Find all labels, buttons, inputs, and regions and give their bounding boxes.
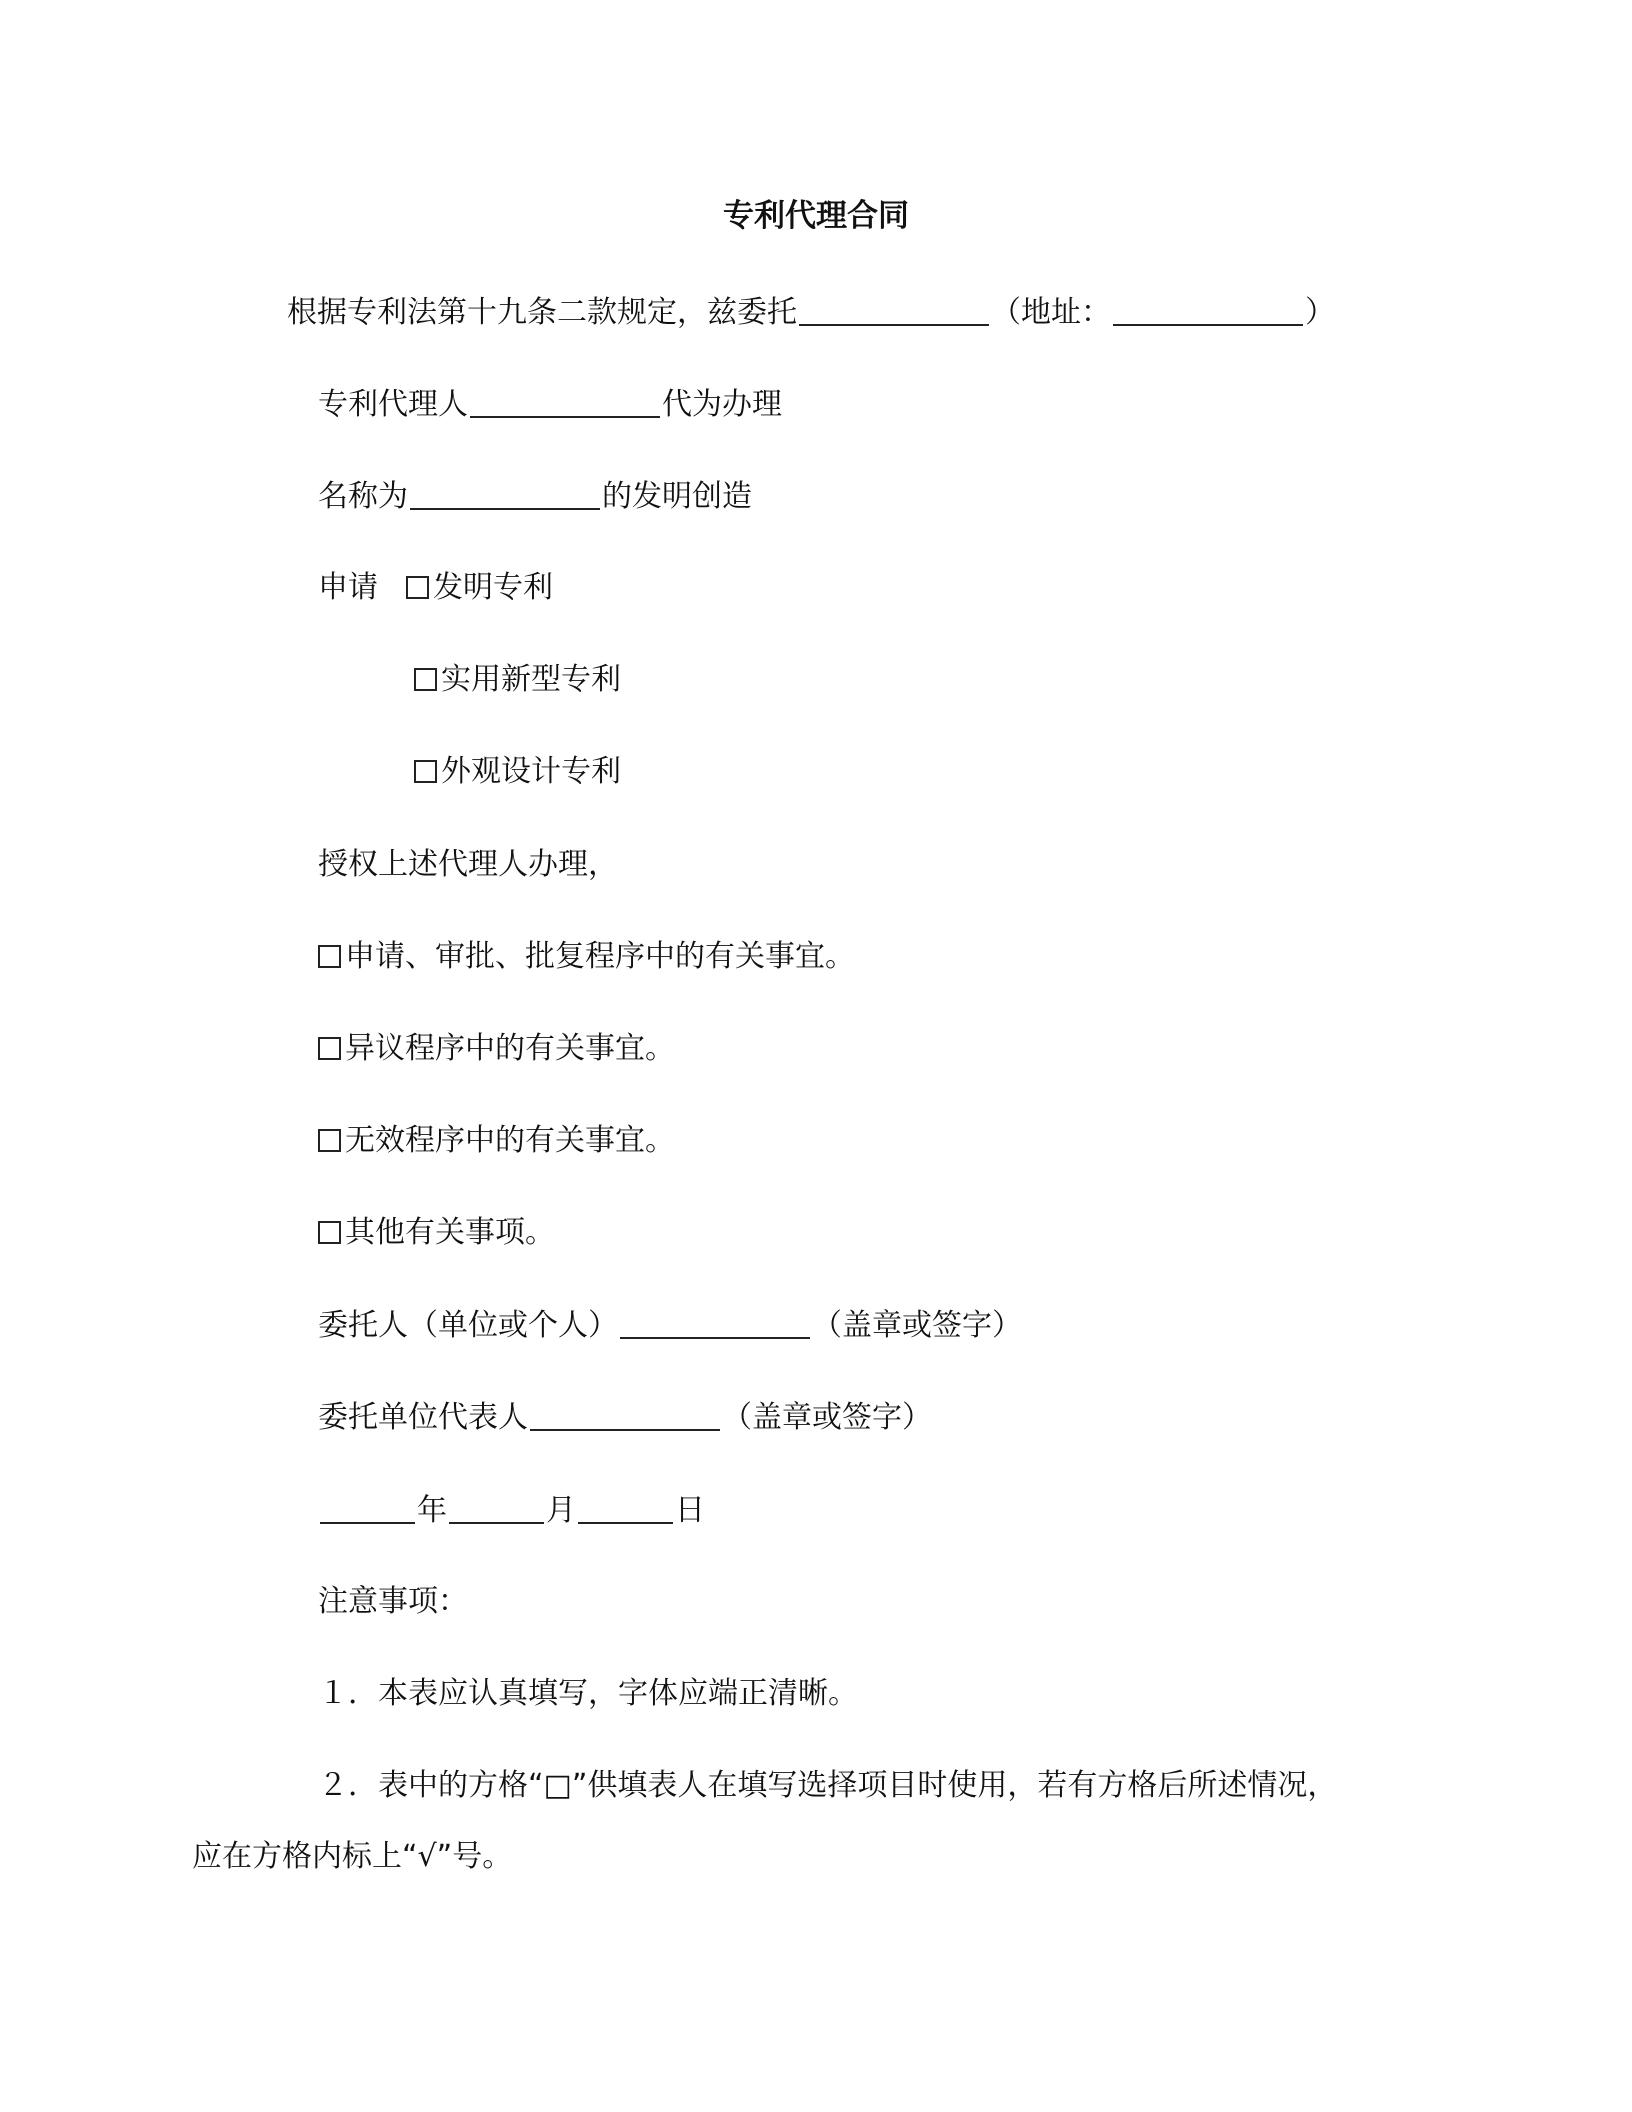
date-line — [318, 1490, 705, 1531]
checkbox-opposition-matters[interactable] — [318, 1037, 341, 1060]
representative-suffix: （盖章或签字） — [722, 1400, 932, 1435]
option-utility-model: 实用新型专利 — [441, 662, 621, 697]
intro-text: 根据专利法第十九条二款规定，兹委托 — [287, 295, 797, 330]
representative-blank[interactable] — [530, 1397, 720, 1431]
name-suffix: 的发明创造 — [602, 479, 752, 514]
matter-invalidation: 无效程序中的有关事宜。 — [345, 1123, 675, 1158]
client-line — [318, 1305, 1022, 1346]
agent-line — [318, 384, 782, 425]
client-suffix: （盖章或签字） — [812, 1308, 1022, 1343]
checkbox-other-matters[interactable] — [318, 1221, 341, 1244]
checkbox-utility-model[interactable] — [414, 668, 437, 691]
matter-line — [318, 1213, 555, 1253]
intro-line — [287, 292, 1335, 333]
day-blank[interactable] — [578, 1490, 673, 1524]
notes-heading: 注意事项： — [318, 1584, 468, 1619]
option-design-patent: 外观设计专利 — [441, 754, 621, 789]
year-blank[interactable] — [320, 1490, 415, 1524]
note-item-1: １．本表应认真填写，字体应端正清晰。 — [318, 1676, 858, 1711]
matter-opposition: 异议程序中的有关事宜。 — [345, 1031, 675, 1066]
matter-line — [318, 937, 855, 977]
name-line — [318, 476, 752, 517]
note-item-2-continued: 应在方格内标上“√”号。 — [192, 1839, 513, 1874]
matter-line — [318, 1029, 675, 1069]
entrusted-party-blank[interactable] — [799, 292, 989, 326]
matter-other: 其他有关事项。 — [345, 1215, 555, 1250]
representative-prefix: 委托单位代表人 — [318, 1400, 528, 1435]
year-label: 年 — [417, 1493, 447, 1528]
option-invention-patent: 发明专利 — [433, 570, 553, 605]
invention-name-blank[interactable] — [410, 476, 600, 510]
day-label: 日 — [675, 1493, 705, 1528]
address-close-text: ） — [1305, 295, 1335, 330]
apply-line — [318, 568, 553, 608]
authorize-line: 授权上述代理人办理， — [318, 847, 618, 882]
representative-line — [318, 1397, 932, 1438]
document-title: 专利代理合同 — [723, 198, 909, 234]
name-prefix: 名称为 — [318, 479, 408, 514]
checkbox-application-matters[interactable] — [318, 945, 341, 968]
apply-label: 申请 — [318, 570, 378, 605]
agent-suffix: 代为办理 — [662, 387, 782, 422]
month-label: 月 — [546, 1493, 576, 1528]
note-item-2: ２．表中的方格“□”供填表人在填写选择项目时使用，若有方格后所述情况， — [318, 1768, 1338, 1803]
client-prefix: 委托人（单位或个人） — [318, 1308, 618, 1343]
design-patent-line — [414, 752, 621, 792]
agent-blank[interactable] — [470, 384, 660, 418]
matter-line — [318, 1121, 675, 1161]
address-blank[interactable] — [1113, 292, 1303, 326]
address-open-text: （地址： — [991, 295, 1111, 330]
month-blank[interactable] — [449, 1490, 544, 1524]
checkbox-invalidation-matters[interactable] — [318, 1129, 341, 1152]
agent-prefix: 专利代理人 — [318, 387, 468, 422]
checkbox-design-patent[interactable] — [414, 760, 437, 783]
utility-model-line — [414, 660, 621, 700]
checkbox-invention-patent[interactable] — [406, 576, 429, 599]
matter-application: 申请、审批、批复程序中的有关事宜。 — [345, 939, 855, 974]
client-blank[interactable] — [620, 1305, 810, 1339]
